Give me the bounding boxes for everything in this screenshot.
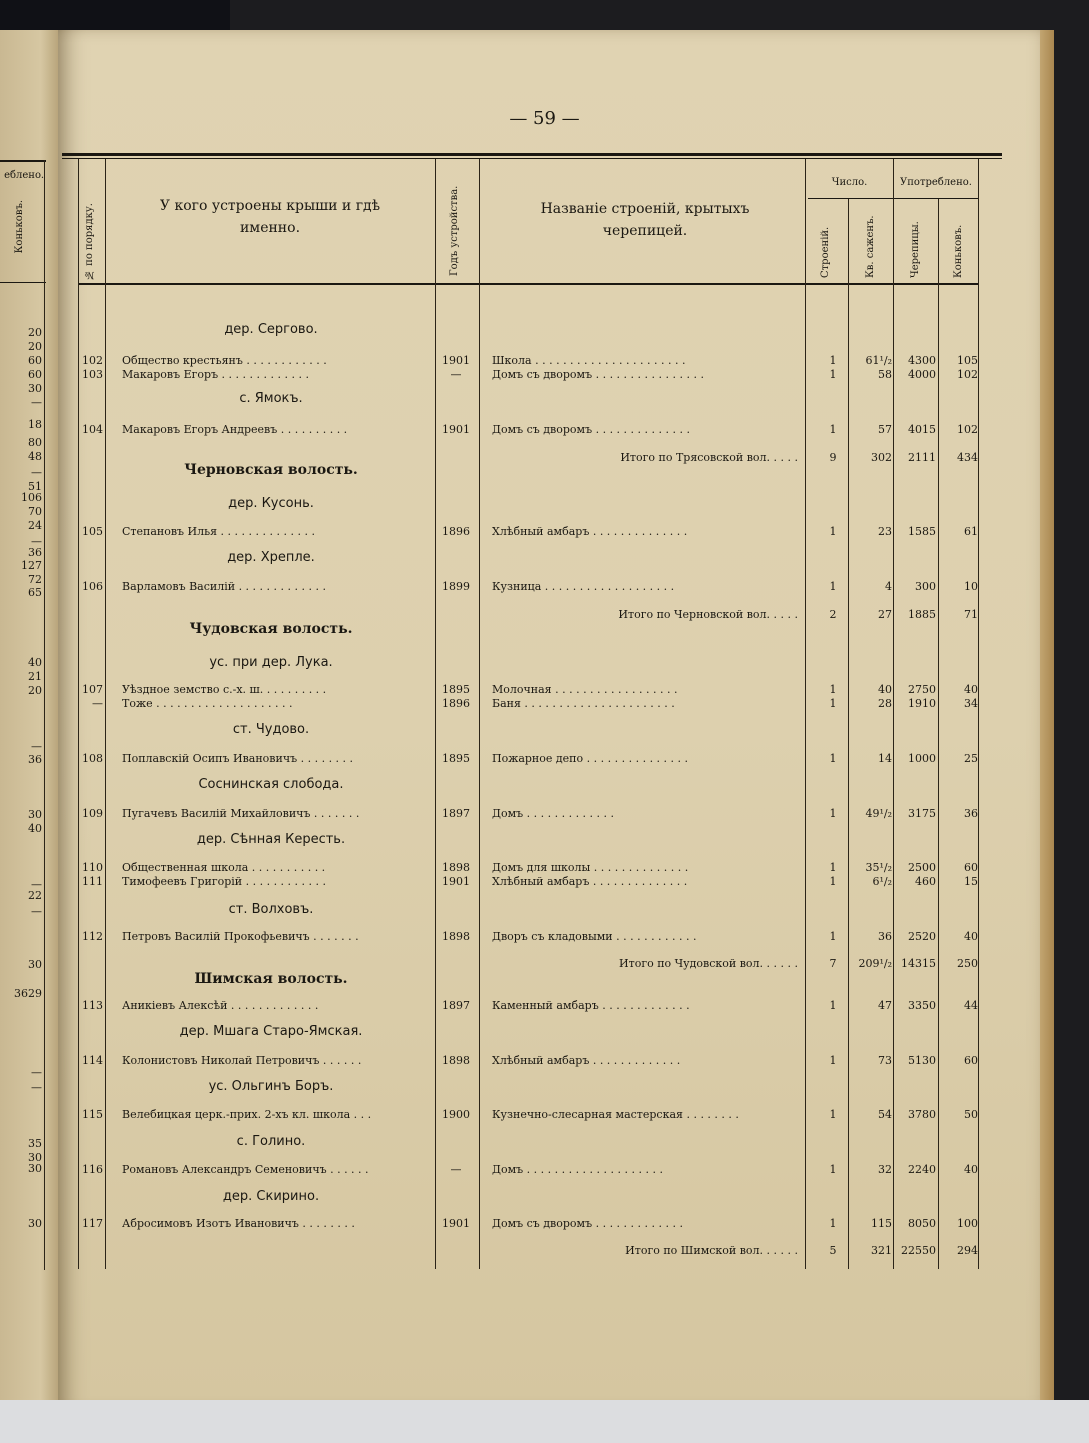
cell-building: Домъ съ дворомъ . . . . . . . . . . . . . [492,1217,683,1230]
left-page-number: — [31,1081,42,1094]
left-page-number: 40 [28,822,42,835]
cell-structures: 1 [829,423,837,436]
cell-sq: 58 [878,368,892,381]
left-page-number: 30 [28,808,42,821]
cell-ridges: 60 [964,861,978,874]
left-page-number: — [31,740,42,753]
cell-no: 103 [82,368,103,381]
cell-sq: 36 [878,930,892,943]
left-page-number: 22 [28,889,42,902]
left-page-number: 60 [28,354,42,367]
total-tiles: 1885 [908,608,936,621]
place-heading: дер. Хрепле. [227,550,315,565]
cell-year: 1901 [442,1217,470,1230]
header-col-ridges: Коньковъ. [953,224,964,278]
cell-no: 116 [82,1163,103,1176]
cell-no: 112 [82,930,103,943]
cell-year: 1899 [442,580,470,593]
table-row [78,525,978,539]
left-page-subheader: Коньковъ. [14,200,25,254]
cell-owner: Степановъ Илья . . . . . . . . . . . . . . [122,525,315,538]
cell-owner: Романовъ Александръ Семеновичъ . . . . . . [122,1163,369,1176]
cell-ridges: 25 [964,752,978,765]
col-line [78,159,79,1269]
cell-structures: 1 [829,1163,837,1176]
total-structures: 2 [829,608,837,621]
table-top-rule-thin [62,158,1002,159]
cell-owner: Поплавскiй Осипъ Ивановичъ . . . . . . . . [122,752,354,765]
col-line [479,159,480,1269]
cell-year: 1901 [442,875,470,888]
total-row [78,608,978,622]
cell-building: Каменный амбаръ . . . . . . . . . . . . . [492,999,690,1012]
cell-structures: 1 [829,525,837,538]
total-label: Итого по Трясовской вол. . . . . [620,451,798,464]
cell-year: 1898 [442,930,470,943]
col-line [435,159,436,1269]
cell-ridges: 36 [964,807,978,820]
cell-ridges: 100 [957,1217,978,1230]
cell-tiles: 2520 [908,930,936,943]
cell-tiles: 4300 [908,354,936,367]
left-page-number: 40 [28,656,42,669]
cell-sq: 115 [871,1217,892,1230]
left-page-number: 30 [28,1162,42,1175]
table-row [78,1108,978,1122]
cell-year: 1901 [442,423,470,436]
cell-ridges: 40 [964,1163,978,1176]
header-col-sq: Кв. саженъ. [865,215,876,278]
header-group-count: Число. [831,177,868,188]
table-row [78,683,978,697]
cell-year: 1895 [442,683,470,696]
col-line [805,159,806,1269]
left-page-number: 30 [28,1151,42,1164]
cell-no: 115 [82,1108,103,1121]
total-label: Итого по Черновской вол. . . . . [618,608,798,621]
cell-no: 102 [82,354,103,367]
header-group-used: Употреблено. [900,177,972,188]
left-page-number: 20 [28,340,42,353]
cell-year: 1897 [442,999,470,1012]
page-number: — 59 — [509,108,580,129]
cell-owner: Абросимовъ Изотъ Ивановичъ . . . . . . . . [122,1217,355,1230]
table-row [78,752,978,766]
header-col-tiles: Черепицы. [910,221,921,278]
cell-tiles: 4000 [908,368,936,381]
left-page-header: ебленo. [4,170,44,181]
cell-ridges: 44 [964,999,978,1012]
cell-building: Кузница . . . . . . . . . . . . . . . . . . . [492,580,675,593]
cell-ridges: 34 [964,697,978,710]
cell-building: Дворъ съ кладовыми . . . . . . . . . . . . [492,930,697,943]
table-row [78,1054,978,1068]
total-structures: 5 [829,1244,837,1257]
cell-structures: 1 [829,861,837,874]
total-row [78,1244,978,1258]
cell-building: Пожарное депо . . . . . . . . . . . . . . . [492,752,689,765]
cell-building: Кузнечно-слесарная мастерская . . . . . . . . [492,1108,739,1121]
cell-ridges: 40 [964,683,978,696]
cell-year: 1895 [442,752,470,765]
total-row [78,451,978,465]
place-heading: с. Голино. [236,1134,306,1149]
place-heading: ус. Ольгинъ Боръ. [208,1079,334,1094]
cell-sq: 54 [878,1108,892,1121]
table-row [78,807,978,821]
cell-owner: Тимофеевъ Григорiй . . . . . . . . . . . . [122,875,327,888]
cell-no: 110 [82,861,103,874]
left-page-number: 65 [28,586,42,599]
cell-building: Хлѣбный амбаръ . . . . . . . . . . . . . . [492,525,688,538]
total-sq: 27 [878,608,892,621]
cell-owner: Общественная школа . . . . . . . . . . . [122,861,326,874]
total-label: Итого по Чудовской вол. . . . . . [619,957,798,970]
left-page-number: 127 [21,559,42,572]
cell-no: — [92,697,103,710]
left-page-number: 60 [28,368,42,381]
cell-owner: Пугачевъ Василiй Михайловичъ . . . . . . . [122,807,360,820]
total-ridges: 71 [964,608,978,621]
table-row [78,423,978,437]
place-heading: дер. Скирино. [222,1189,320,1204]
total-label: Итого по Шимской вол. . . . . . [625,1244,798,1257]
total-ridges: 434 [957,451,978,464]
cell-ridges: 102 [957,368,978,381]
cell-ridges: 15 [964,875,978,888]
left-page-number: 35 [28,1137,42,1150]
cell-no: 109 [82,807,103,820]
volost-heading: Чудовская волость. [189,621,353,637]
cell-owner: Варламовъ Василiй . . . . . . . . . . . . . [122,580,326,593]
cell-structures: 1 [829,1108,837,1121]
cell-sq: 47 [878,999,892,1012]
left-page-edge-line [44,160,45,1270]
cell-year: — [450,1163,462,1176]
col-line [893,159,894,1269]
cell-structures: 1 [829,752,837,765]
cell-tiles: 3780 [908,1108,936,1121]
cell-no: 108 [82,752,103,765]
table-row [78,861,978,875]
table-row [78,1217,978,1231]
cell-sq: 28 [878,697,892,710]
total-sq: 302 [871,451,892,464]
left-page-number: 21 [28,670,42,683]
cell-structures: 1 [829,683,837,696]
left-page-header-rule [0,282,46,283]
volost-heading: Шимская волость. [194,971,348,987]
cell-sq: 6¹/₂ [872,875,892,888]
table-row [78,930,978,944]
table-row [78,697,978,711]
cell-building: Хлѣбный амбаръ . . . . . . . . . . . . . . [492,875,688,888]
cell-building: Домъ . . . . . . . . . . . . . . . . . . . . [492,1163,663,1176]
cell-sq: 61¹/₂ [865,354,892,367]
cell-tiles: 3350 [908,999,936,1012]
left-page-number: — [31,878,42,891]
cell-tiles: 2500 [908,861,936,874]
total-sq: 321 [871,1244,892,1257]
total-structures: 7 [829,957,837,970]
cell-no: 113 [82,999,103,1012]
table-top-rule [62,153,1002,156]
cell-year: 1898 [442,861,470,874]
left-page-number: 72 [28,573,42,586]
cell-ridges: 10 [964,580,978,593]
table-row [78,999,978,1013]
cell-tiles: 1910 [908,697,936,710]
cell-tiles: 1000 [908,752,936,765]
cell-year: 1896 [442,525,470,538]
cell-tiles: 2750 [908,683,936,696]
volost-heading: Черновская волость. [184,462,358,478]
cell-building: Хлѣбный амбаръ . . . . . . . . . . . . . [492,1054,681,1067]
left-page-number: 24 [28,519,42,532]
cell-owner: Колонистовъ Николай Петровичъ . . . . . . [122,1054,362,1067]
cell-owner: Петровъ Василiй Прокофьевичъ . . . . . . . [122,930,359,943]
table-row [78,580,978,594]
cell-year: 1897 [442,807,470,820]
cell-year: — [450,368,462,381]
cell-no: 107 [82,683,103,696]
header-col-building: Названiе строенiй, крытыхъ черепицей. [540,201,750,239]
left-page-number: 30 [28,958,42,971]
cell-structures: 1 [829,807,837,820]
header-col-year: Годъ устройства. [449,185,460,276]
cell-year: 1898 [442,1054,470,1067]
place-heading: дер. Сѣнная Кересть. [196,832,346,847]
left-page-number: 30 [28,1217,42,1230]
cell-sq: 73 [878,1054,892,1067]
cell-sq: 23 [878,525,892,538]
cell-building: Баня . . . . . . . . . . . . . . . . . . . . . . [492,697,675,710]
cell-structures: 1 [829,580,837,593]
left-page-fragment [0,30,58,1410]
cell-building: Домъ съ дворомъ . . . . . . . . . . . . . . . . [492,368,704,381]
left-page-number: 20 [28,326,42,339]
cell-tiles: 5130 [908,1054,936,1067]
place-heading: ст. Чудово. [232,722,310,737]
cell-sq: 49¹/₂ [865,807,892,820]
total-tiles: 2111 [908,451,936,464]
cell-ridges: 102 [957,423,978,436]
cell-tiles: 8050 [908,1217,936,1230]
cell-sq: 4 [885,580,892,593]
cell-structures: 1 [829,368,837,381]
col-line [105,159,106,1269]
col-line [978,159,979,1269]
cell-sq: 14 [878,752,892,765]
place-heading: Соснинская слобода. [198,777,344,792]
left-page-number: 3629 [14,987,42,1000]
left-page-top-rule [0,160,46,162]
cell-ridges: 105 [957,354,978,367]
cell-structures: 1 [829,354,837,367]
place-heading: ст. Волховъ. [228,902,314,917]
cell-ridges: 60 [964,1054,978,1067]
total-ridges: 250 [957,957,978,970]
cell-owner: Велебицкая церк.-прих. 2-хъ кл. школа . . . [122,1108,372,1121]
cell-building: Школа . . . . . . . . . . . . . . . . . . . . . . [492,354,686,367]
cell-building: Домъ для школы . . . . . . . . . . . . . . [492,861,689,874]
left-page-number: 51 [28,480,42,493]
cell-building: Домъ съ дворомъ . . . . . . . . . . . . . . [492,423,690,436]
header-bottom-rule [78,283,978,285]
left-page-number: 36 [28,546,42,559]
cell-year: 1900 [442,1108,470,1121]
place-heading: дер. Сергово. [224,322,318,337]
cell-owner: Макаровъ Егоръ . . . . . . . . . . . . . [122,368,309,381]
table-row [78,875,978,889]
cell-tiles: 1585 [908,525,936,538]
cell-structures: 1 [829,1217,837,1230]
table-row [78,368,978,382]
cell-no: 117 [82,1217,103,1230]
table-row [78,354,978,368]
cell-owner: Уѣздное земство с.-х. ш. . . . . . . . . . [122,683,327,696]
cell-owner: Общество крестьянъ . . . . . . . . . . . . [122,354,327,367]
cell-tiles: 3175 [908,807,936,820]
cell-structures: 1 [829,697,837,710]
cell-structures: 1 [829,875,837,888]
total-tiles: 22550 [901,1244,936,1257]
cell-structures: 1 [829,999,837,1012]
place-heading: с. Ямокъ. [239,391,303,406]
cell-tiles: 300 [915,580,936,593]
place-heading: дер. Кусонь. [228,496,314,511]
cell-ridges: 50 [964,1108,978,1121]
header-col-structures: Строенiй. [820,226,831,278]
cell-sq: 57 [878,423,892,436]
total-ridges: 294 [957,1244,978,1257]
left-page-number: 70 [28,505,42,518]
cell-sq: 35¹/₂ [865,861,892,874]
place-heading: ус. при дер. Лука. [209,655,333,670]
left-page-number: — [31,1066,42,1079]
left-page-number: — [31,905,42,918]
total-sq: 209¹/₂ [858,957,892,970]
cell-no: 106 [82,580,103,593]
cell-owner: Аникiевъ Алексѣй . . . . . . . . . . . . . [122,999,319,1012]
cell-building: Домъ . . . . . . . . . . . . . [492,807,615,820]
cell-sq: 32 [878,1163,892,1176]
cell-no: 105 [82,525,103,538]
total-tiles: 14315 [901,957,936,970]
total-structures: 9 [829,451,837,464]
left-page-number: 80 [28,436,42,449]
header-col-no: № по порядку. [84,203,95,280]
cell-tiles: 460 [915,875,936,888]
cell-year: 1901 [442,354,470,367]
left-page-number: 106 [21,491,42,504]
total-row [78,957,978,971]
cell-tiles: 4015 [908,423,936,436]
left-page-number: — [31,396,42,409]
left-page-number: 36 [28,753,42,766]
cell-sq: 40 [878,683,892,696]
left-page-number: 30 [28,382,42,395]
header-col-owner: У кого устроены крыши и гдѣ именно. [159,198,381,236]
place-heading: дер. Мшага Старо-Ямская. [179,1024,363,1039]
table-row [78,1163,978,1177]
cell-ridges: 40 [964,930,978,943]
cell-structures: 1 [829,930,837,943]
bottom-background [0,1400,1089,1443]
left-page-number: — [31,466,42,479]
cell-no: 111 [82,875,103,888]
page-edge [1040,30,1054,1410]
cell-building: Молочная . . . . . . . . . . . . . . . . . . [492,683,678,696]
cell-no: 114 [82,1054,103,1067]
cell-owner: Тоже . . . . . . . . . . . . . . . . . . . . [122,697,293,710]
cell-owner: Макаровъ Егоръ Андреевъ . . . . . . . . . . [122,423,348,436]
cell-no: 104 [82,423,103,436]
cell-tiles: 2240 [908,1163,936,1176]
left-page-number: 20 [28,684,42,697]
left-page-number: 48 [28,450,42,463]
left-page-number: — [31,535,42,548]
cell-year: 1896 [442,697,470,710]
cell-ridges: 61 [964,525,978,538]
left-page-number: 18 [28,418,42,431]
cell-structures: 1 [829,1054,837,1067]
